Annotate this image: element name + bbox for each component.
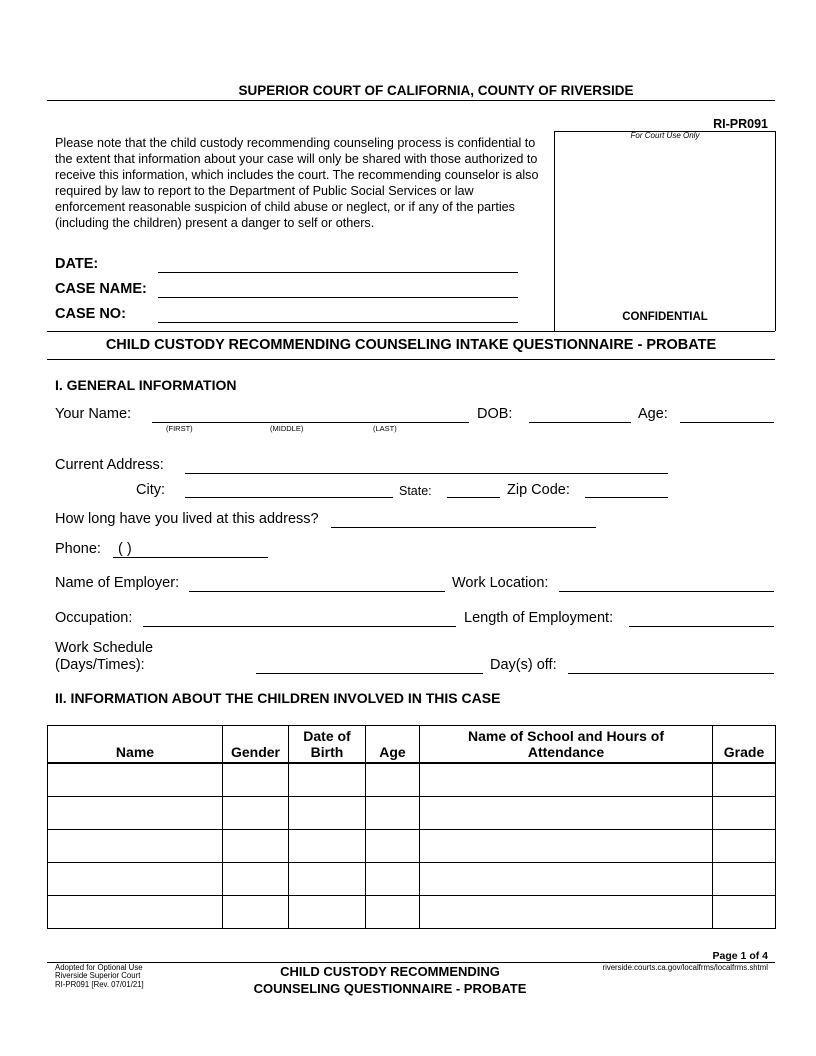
col-dob <box>289 726 366 764</box>
col-name: Name <box>48 726 223 764</box>
occupation-field[interactable] <box>143 626 456 627</box>
cell[interactable] <box>289 896 366 929</box>
work-schedule-label: Work Schedule <box>55 640 154 656</box>
cell[interactable] <box>366 763 420 797</box>
form-title: CHILD CUSTODY RECOMMENDING COUNSELING INTAKE QUESTIONNAIRE - PROBATE <box>105 337 717 353</box>
employer-field[interactable] <box>189 591 445 592</box>
form-id: RI-PR091 <box>713 117 768 131</box>
state-label: State: <box>399 484 432 498</box>
zip-label: Zip Code: <box>507 482 570 498</box>
your-name-label: Your Name: <box>55 406 132 422</box>
cell[interactable] <box>223 830 289 863</box>
table-row <box>48 863 776 896</box>
date-label: DATE: <box>55 256 99 272</box>
cell[interactable] <box>289 763 366 797</box>
cell[interactable] <box>48 797 223 830</box>
dob-label: DOB: <box>477 406 513 422</box>
cell[interactable] <box>713 863 776 896</box>
children-table-header <box>48 726 776 764</box>
table-row <box>48 797 776 830</box>
length-employment-field[interactable] <box>629 626 774 627</box>
cell[interactable] <box>289 830 366 863</box>
cell[interactable] <box>223 863 289 896</box>
city-label: City: <box>136 482 165 498</box>
zip-field[interactable] <box>585 497 668 498</box>
city-field[interactable] <box>185 497 393 498</box>
cell[interactable] <box>420 863 713 896</box>
work-location-label: Work Location: <box>452 575 549 591</box>
length-employment-label: Length of Employment: <box>464 610 614 626</box>
middle-sublabel: (MIDDLE) <box>270 424 304 433</box>
days-times-label: (Days/Times): <box>55 657 145 673</box>
current-address-field[interactable] <box>185 473 668 474</box>
your-name-field[interactable] <box>152 422 469 423</box>
state-field[interactable] <box>447 497 500 498</box>
phone-area-code: ( ) <box>118 541 132 557</box>
phone-field[interactable] <box>113 557 268 558</box>
cell[interactable] <box>289 863 366 896</box>
court-header: SUPERIOR COURT OF CALIFORNIA, COUNTY OF RIVERSIDE <box>238 83 634 98</box>
occupation-label: Occupation: <box>55 610 133 626</box>
cell[interactable] <box>366 797 420 830</box>
footer-title-line-2: COUNSELING QUESTIONNAIRE - PROBATE <box>253 981 527 996</box>
col-school-line-1: Name of School and Hours of <box>467 728 664 744</box>
age-field[interactable] <box>680 422 774 423</box>
case-name-field[interactable] <box>158 297 518 298</box>
cell[interactable] <box>366 830 420 863</box>
cell[interactable] <box>420 830 713 863</box>
cell[interactable] <box>713 763 776 797</box>
case-no-field[interactable] <box>158 322 518 323</box>
cell[interactable] <box>366 863 420 896</box>
cell[interactable] <box>48 763 223 797</box>
court-use-box <box>554 131 776 331</box>
days-off-label: Day(s) off: <box>490 657 557 673</box>
footer-adopted: Adopted for Optional Use <box>55 963 143 972</box>
cell[interactable] <box>713 797 776 830</box>
cell[interactable] <box>223 797 289 830</box>
section-1-heading: I. GENERAL INFORMATION <box>55 377 237 393</box>
col-school <box>420 726 713 764</box>
cell[interactable] <box>713 896 776 929</box>
confidentiality-notice: Please note that the child custody recommending counseling process is confidential to the extent that information about your case will only be shared with those authorized to receive this information, which includes the court. The recommending counselor is also required by law to report to the Department of Public Social Services or law enforcement reasonable suspicion of child abuse or neglect, or if any of the parties (including the children) present a danger to self or others. <box>55 136 539 230</box>
cell[interactable] <box>48 863 223 896</box>
cell[interactable] <box>289 797 366 830</box>
days-off-field[interactable] <box>568 673 774 674</box>
cell[interactable] <box>420 763 713 797</box>
table-row <box>48 763 776 797</box>
how-long-field[interactable] <box>331 527 596 528</box>
current-address-label: Current Address: <box>55 457 164 473</box>
phone-label: Phone: <box>55 541 101 557</box>
col-age: Age <box>366 726 420 764</box>
confidential-label: CONFIDENTIAL <box>622 311 708 323</box>
table-row <box>48 830 776 863</box>
header-rule <box>47 100 775 101</box>
section-2-heading: II. INFORMATION ABOUT THE CHILDREN INVOLVED IN THIS CASE <box>55 690 501 706</box>
case-name-label: CASE NAME: <box>55 281 147 297</box>
case-no-label: CASE NO: <box>55 306 126 322</box>
children-table <box>47 725 776 929</box>
col-dob-line-2: Birth <box>310 744 344 760</box>
title-top-rule <box>47 331 775 332</box>
court-use-label: For Court Use Only <box>630 131 700 140</box>
cell[interactable] <box>223 763 289 797</box>
last-sublabel: (LAST) <box>373 424 397 433</box>
dob-field[interactable] <box>529 422 631 423</box>
col-dob-line-1: Date of <box>303 728 351 744</box>
page-number: Page 1 of 4 <box>712 950 768 962</box>
cell[interactable] <box>713 830 776 863</box>
footer-rev: RI-PR091 [Rev. 07/01/21] <box>55 980 144 989</box>
cell[interactable] <box>420 896 713 929</box>
how-long-label: How long have you lived at this address? <box>55 511 319 527</box>
col-gender: Gender <box>223 726 289 764</box>
date-field[interactable] <box>158 272 518 273</box>
cell[interactable] <box>48 830 223 863</box>
cell[interactable] <box>48 896 223 929</box>
col-grade: Grade <box>713 726 776 764</box>
col-school-line-2: Attendance <box>527 744 605 760</box>
title-bottom-rule <box>47 359 775 360</box>
table-row <box>48 896 776 929</box>
footer-court: Riverside Superior Court <box>55 971 141 980</box>
employer-label: Name of Employer: <box>55 575 180 591</box>
cell[interactable] <box>223 896 289 929</box>
cell[interactable] <box>366 896 420 929</box>
first-sublabel: (FIRST) <box>166 424 193 433</box>
work-location-field[interactable] <box>559 591 774 592</box>
footer-title-line-1: CHILD CUSTODY RECOMMENDING <box>280 964 500 979</box>
age-label: Age: <box>638 406 668 422</box>
work-schedule-field[interactable] <box>256 673 483 674</box>
cell[interactable] <box>420 797 713 830</box>
footer-url[interactable]: riverside.courts.ca.gov/localfrms/localfrms.shtml <box>602 963 768 972</box>
